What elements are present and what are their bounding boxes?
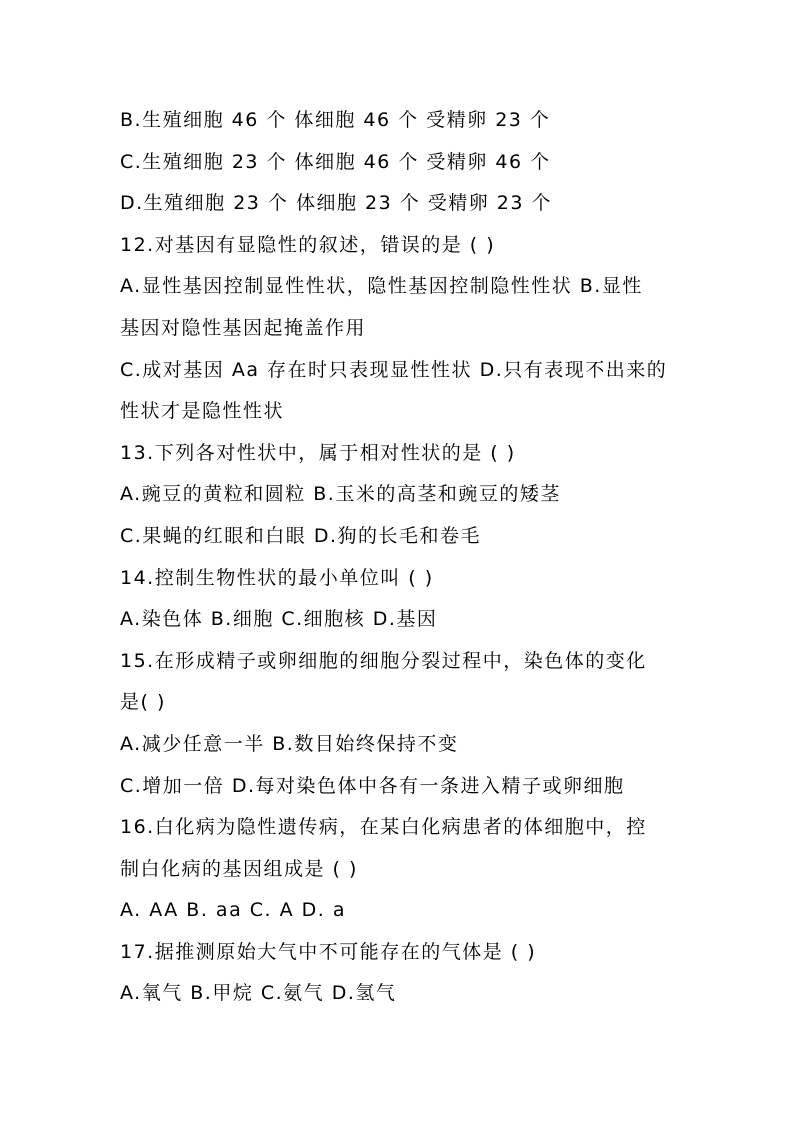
question-16: 16.白化病为隐性遗传病，在某白化病患者的体细胞中，控 (120, 816, 647, 839)
option-line-15ab: A.减少任意一半 B.数目始终保持不变 (120, 732, 459, 755)
question-13: 13.下列各对性状中，属于相对性状的是 ( ) (120, 441, 516, 464)
option-line-12ab: A.显性基因控制显性性状，隐性基因控制隐性性状 B.显性 (120, 275, 643, 298)
option-line-17: A.氧气 B.甲烷 C.氨气 D.氢气 (120, 982, 397, 1005)
option-line-11d: D.生殖细胞 23 个 体细胞 23 个 受精卵 23 个 (120, 192, 553, 215)
question-16-cont: 制白化病的基因组成是 ( ) (120, 857, 358, 880)
question-17: 17.据推测原始大气中不可能存在的气体是 ( ) (120, 940, 537, 963)
document-page (120, 100, 680, 1015)
option-line-16: A. AA B. aa C. A D. a (120, 899, 346, 922)
option-line-12b-cont: 基因对隐性基因起掩盖作用 (120, 316, 367, 339)
question-15: 15.在形成精子或卵细胞的细胞分裂过程中，染色体的变化 (120, 649, 647, 672)
option-line-12d-cont: 性状才是隐性性状 (120, 400, 285, 423)
question-12: 12.对基因有显隐性的叙述，错误的是 ( ) (120, 233, 496, 256)
question-15-cont: 是( ) (120, 691, 166, 714)
question-14: 14.控制生物性状的最小单位叫 ( ) (120, 566, 434, 589)
option-line-11b: B.生殖细胞 46 个 体细胞 46 个 受精卵 23 个 (120, 109, 551, 131)
option-line-11c: C.生殖细胞 23 个 体细胞 46 个 受精卵 46 个 (120, 150, 551, 173)
option-line-15cd: C.增加一倍 D.每对染色体中各有一条进入精子或卵细胞 (120, 774, 625, 797)
option-line-13cd: C.果蝇的红眼和白眼 D.狗的长毛和卷毛 (120, 524, 482, 547)
option-line-14: A.染色体 B.细胞 C.细胞核 D.基因 (120, 608, 438, 631)
option-line-12cd: C.成对基因 Aa 存在时只表现显性性状 D.只有表现不出来的 (120, 358, 668, 381)
option-line-13ab: A.豌豆的黄粒和圆粒 B.玉米的高茎和豌豆的矮茎 (120, 483, 561, 506)
